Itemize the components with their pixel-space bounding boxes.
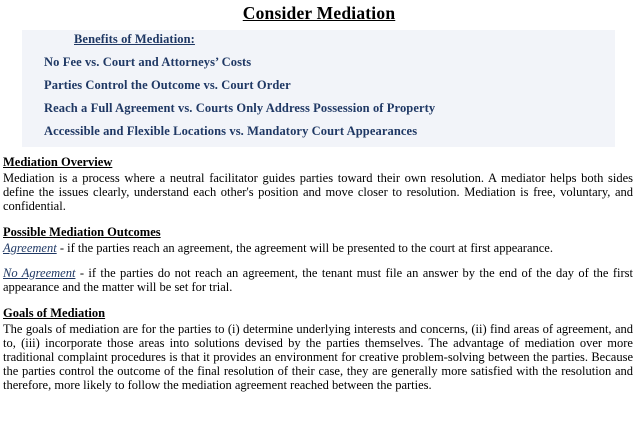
term-no-agreement: No Agreement (3, 266, 76, 280)
document-page (0, 2, 638, 436)
section-possible-mediation-outcomes (3, 223, 633, 294)
section-body-overview: Mediation is a process where a neutral facilitator guides parties toward their own resolution. A mediator helps both sides define the issues clearly, understand each other's position and move closer to resolution. Mediation is free, voluntary, and confidential. (3, 171, 633, 213)
page-title: Consider Mediation (242, 3, 396, 23)
benefit-item: Accessible and Flexible Locations vs. Mandatory Court Appearances (44, 124, 418, 138)
term-agreement: Agreement (3, 241, 57, 255)
benefits-heading: Benefits of Mediation: (74, 32, 195, 46)
section-mediation-overview (3, 153, 633, 213)
benefit-item: Parties Control the Outcome vs. Court Order (44, 78, 291, 92)
benefit-item: No Fee vs. Court and Attorneys’ Costs (44, 55, 252, 69)
document-body (3, 153, 633, 392)
section-heading-overview: Mediation Overview (3, 155, 113, 169)
benefits-callout-box (22, 30, 615, 147)
section-goals-of-mediation (3, 304, 633, 392)
outcome-no-agreement-paragraph (3, 266, 633, 294)
outcome-agreement-paragraph (3, 241, 633, 255)
outcome-no-agreement-text: - if the parties do not reach an agreement, the tenant must file an answer by the end of the day of the first appearance and the matter will be set for trial. (3, 266, 633, 294)
section-heading-outcomes: Possible Mediation Outcomes (3, 225, 161, 239)
section-body-goals: The goals of mediation are for the parties to (i) determine underlying interests and concerns, (ii) find areas of agreement, and to, (iii) incorporate those areas into solutions devised by the parties themselves. The advantage of mediation over more traditional complaint procedures is that it provides an environment for creative problem-solving between the parties. Because the parties control the outcome of the final resolution of their case, they are generally more satisfied with the resolution and therefore, more likely to follow the mediation agreement reached between the parties. (3, 322, 633, 392)
benefit-item: Reach a Full Agreement vs. Courts Only Address Possession of Property (44, 101, 436, 115)
outcome-agreement-text: - if the parties reach an agreement, the agreement will be presented to the court at first appearance. (56, 241, 553, 255)
section-heading-goals: Goals of Mediation (3, 306, 106, 320)
